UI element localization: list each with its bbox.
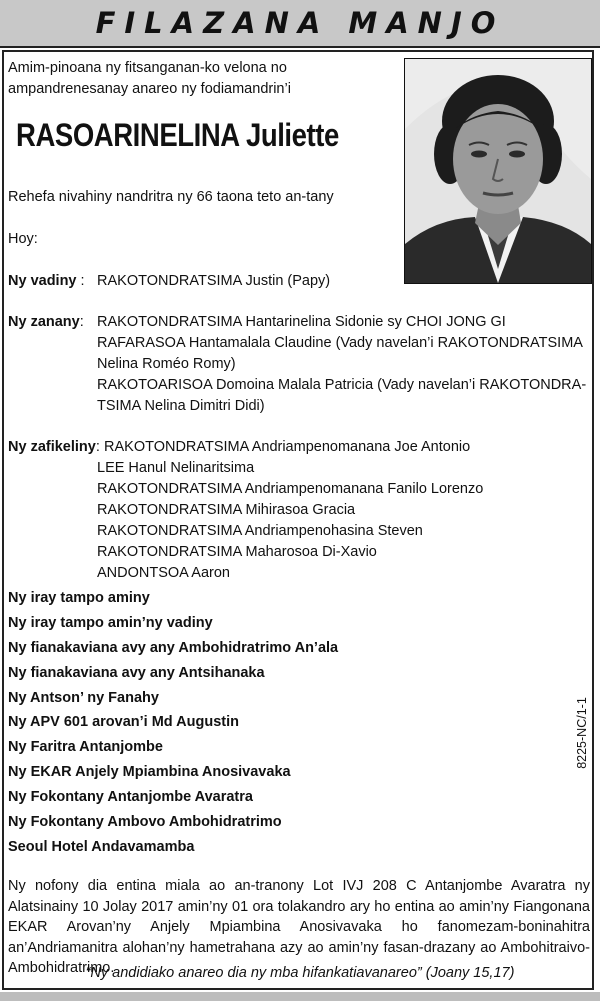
group-item: Ny iray tampo amin’ny vadiny — [8, 615, 213, 631]
group-item: Ny fianakaviana avy any Ambohidratrimo An’ala — [8, 640, 339, 656]
zanany-line: RAKOTOARISOA Domoina Malala Patricia (Vady navelan’i RAKOTONDRA- — [97, 377, 587, 393]
hoy-label: Hoy: — [8, 231, 38, 247]
funeral-paragraph: Ny nofony dia entina miala ao an-tranony Lot IVJ 208 C Antanjombe Avaratra ny Alatsinainy 10 Jolay 2017 amin’ny 01 ora tolakandro ary ho entina ao amin’ny Fiangonana EKAR Arovan’ny Anjely Mpiambina Anosivavaka ho fanomezam-boninahitra an’Andriamanitra alohan’ny hametrahana azy ao amin’ny fasan-drazany ao Ambohitraivo-Ambohidratrimo. — [8, 878, 590, 976]
footer-bar — [0, 992, 600, 1001]
zafikeliny-line: LEE Hanul Nelinaritsima — [97, 460, 255, 476]
portrait-photo — [404, 58, 592, 284]
vadiny-row — [8, 271, 85, 292]
group-item: Ny Antson’ ny Fanahy — [8, 690, 159, 706]
deceased-name: RASOARINELINA Juliette — [16, 117, 339, 153]
group-item: Ny Fokontany Ambovo Ambohidratrimo — [8, 814, 282, 830]
zafikeliny-line: RAKOTONDRATSIMA Mihirasoa Gracia — [97, 502, 356, 518]
reference-code: 8225-NC/1-1 — [575, 697, 589, 769]
zafikeliny-line: RAKOTONDRATSIMA Andriampenomanana Joe Antonio — [104, 439, 471, 455]
zanany-line: RAFARASOA Hantamalala Claudine (Vady navelan’i RAKOTONDRATSIMA — [97, 335, 583, 351]
vadiny-value: RAKOTONDRATSIMA Justin (Papy) — [97, 273, 331, 289]
zafikeliny-line: ANDONTSOA Aaron — [97, 565, 230, 581]
group-item: Ny EKAR Anjely Mpiambina Anosivavaka — [8, 764, 291, 780]
zanany-label: Ny zanany — [8, 314, 80, 330]
group-item: Ny iray tampo aminy — [8, 590, 150, 606]
portrait-image — [405, 59, 591, 283]
intro-text: Amim-pinoana ny fitsanganan-ko velona no ampandrenesanay anareo ny fodiamandrin’i — [8, 60, 291, 97]
zafikeliny-row — [8, 437, 100, 458]
zanany-line: TSIMA Nelina Dimitri Didi) — [97, 398, 265, 414]
page-title: FILAZANA MANJO — [95, 6, 505, 40]
bible-quote: “Ny andidiako anareo dia ny mba hifankatiavanareo” (Joany 15,17) — [85, 965, 515, 981]
zanany-line: Nelina Roméo Romy) — [97, 356, 236, 372]
group-item: Ny APV 601 arovan’i Md Augustin — [8, 714, 239, 730]
vadiny-label: Ny vadiny — [8, 273, 77, 289]
group-item: Ny Faritra Antanjombe — [8, 739, 163, 755]
zafikeliny-line: RAKOTONDRATSIMA Andriampenomanana Fanilo Lorenzo — [97, 481, 484, 497]
age-line: Rehefa nivahiny nandritra ny 66 taona teto an-tany — [8, 189, 334, 205]
zanany-row — [8, 312, 84, 333]
zafikeliny-label: Ny zafikeliny — [8, 439, 96, 455]
group-item: Seoul Hotel Andavamamba — [8, 839, 195, 855]
zanany-separator: : — [79, 314, 84, 330]
vadiny-separator: : — [76, 273, 85, 289]
header-banner — [0, 0, 600, 48]
group-item: Ny fianakaviana avy any Antsihanaka — [8, 665, 265, 681]
zafikeliny-line: RAKOTONDRATSIMA Maharosoa Di-Xavio — [97, 544, 377, 560]
zanany-line: RAKOTONDRATSIMA Hantarinelina Sidonie sy CHOI JONG GI — [97, 314, 506, 330]
group-item: Ny Fokontany Antanjombe Avaratra — [8, 789, 253, 805]
zafikeliny-separator: : — [95, 439, 100, 455]
zafikeliny-line: RAKOTONDRATSIMA Andriampenohasina Steven — [97, 523, 423, 539]
